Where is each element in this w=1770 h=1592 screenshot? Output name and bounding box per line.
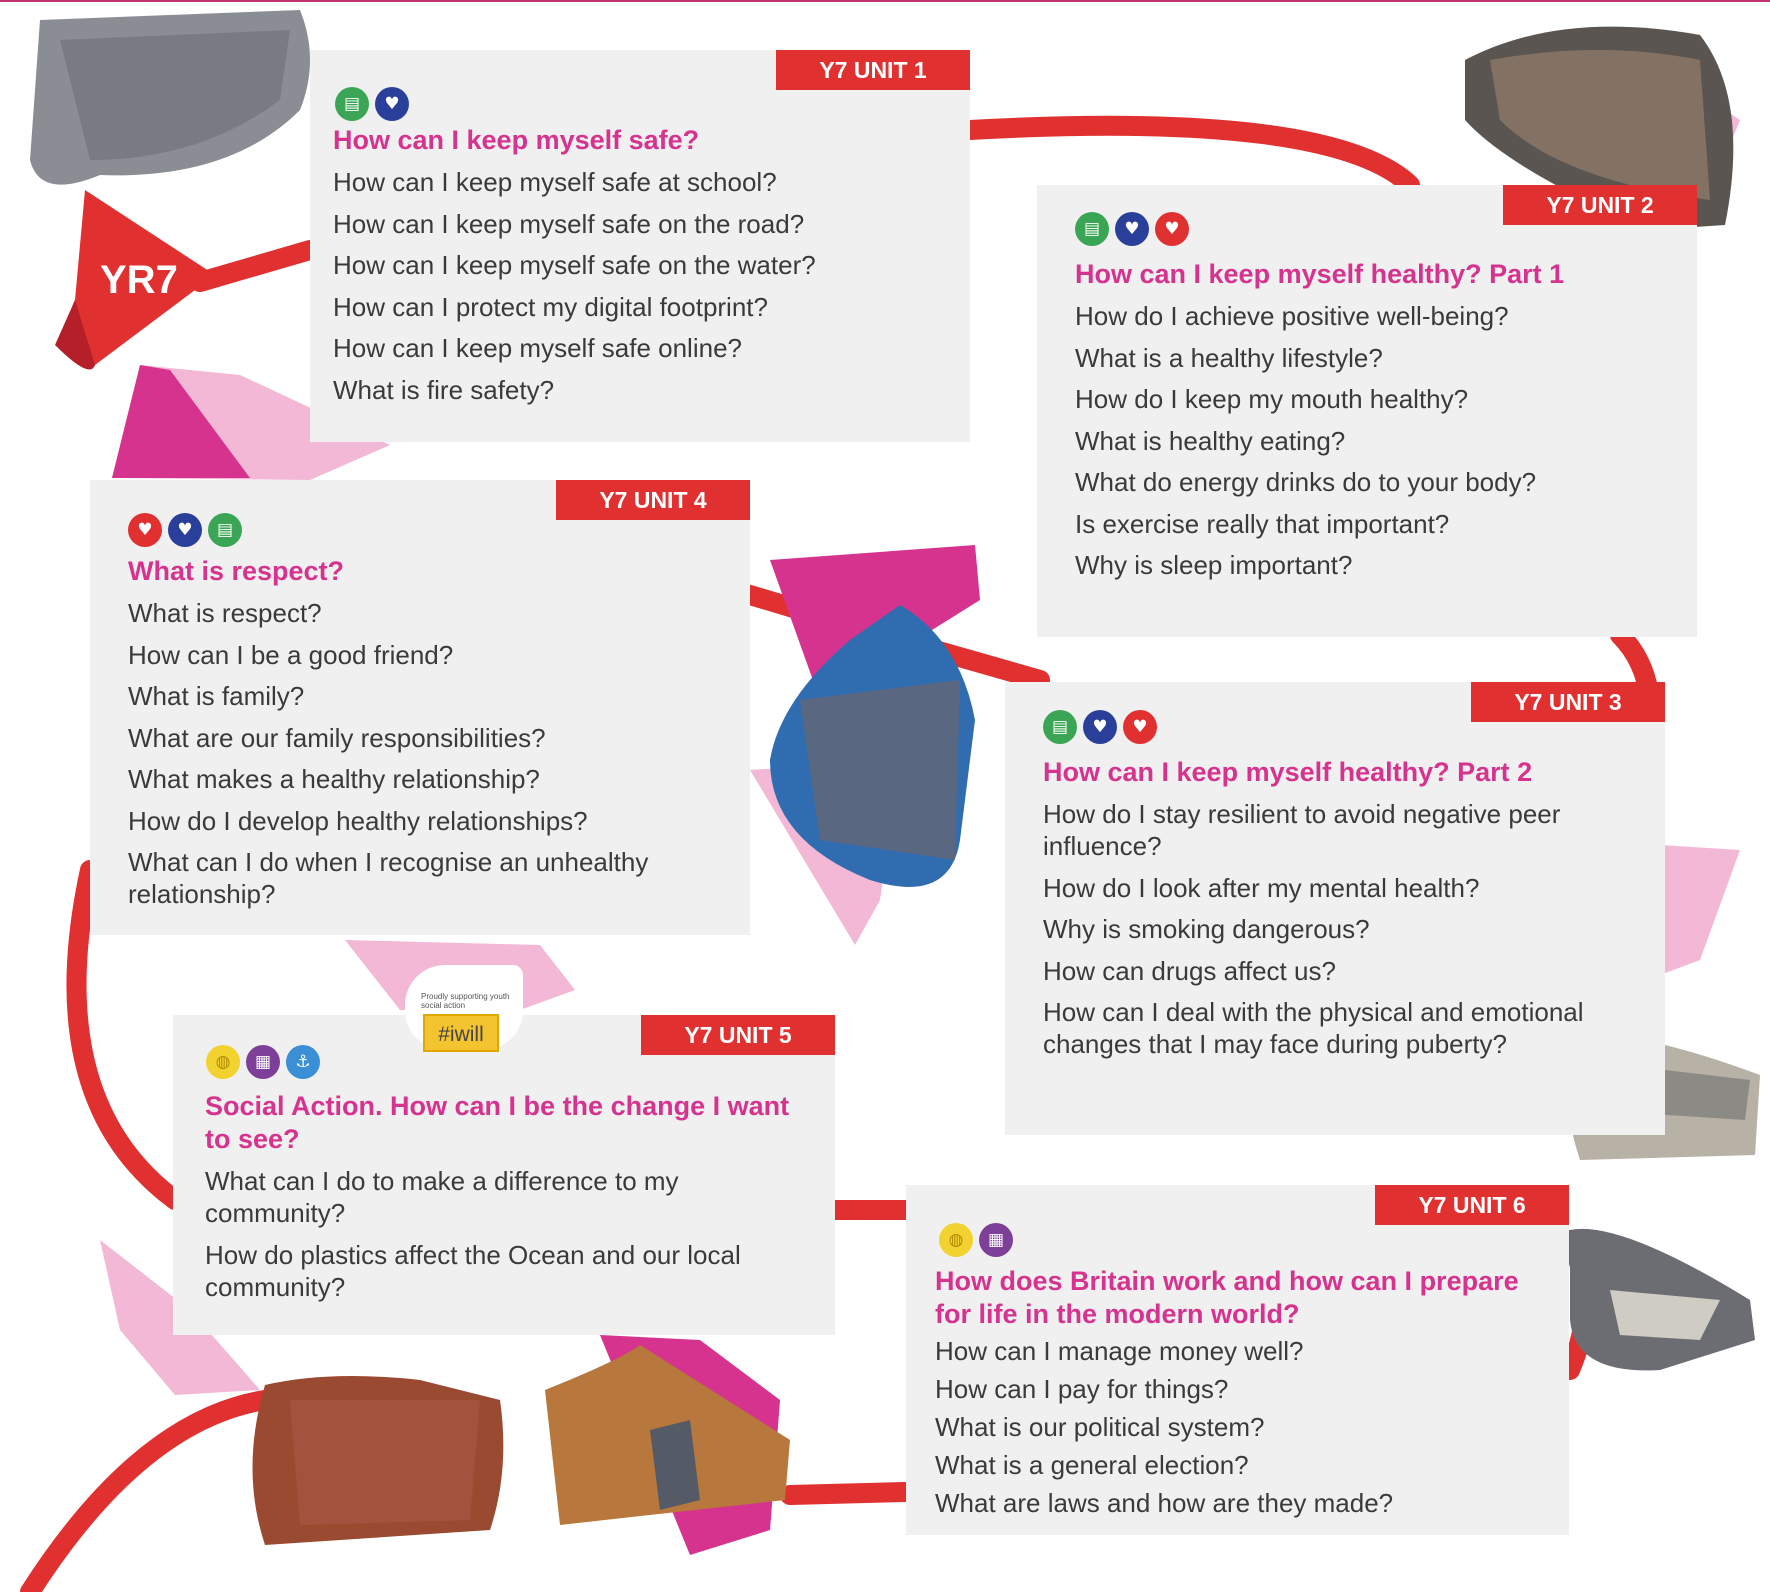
question-item: What is healthy eating? [1075,425,1346,456]
question-item: What is family? [128,681,305,711]
question-item: How can I keep myself safe on the road? [333,208,805,239]
question-item: What is our political system? [935,1412,1265,1442]
unit-card-2 [1037,185,1697,637]
health-clipboard-icon: ▤ [1043,710,1077,744]
question-item: How do plastics affect the Ocean and our local community? [205,1239,741,1302]
question-item: How can I protect my digital footprint? [333,291,768,322]
unit-card-6 [906,1185,1569,1535]
year-label: YR7 [100,258,178,302]
question-item: What are our family responsibilities? [128,722,546,753]
globe-icon: ◍ [206,1045,240,1079]
unit-heading: How can I keep myself safe? [333,125,700,155]
question-item: How do I develop healthy relationships? [128,805,588,836]
iwill-caption: Proudly supporting youth social action [421,992,510,1010]
question-item: How do I keep my mouth healthy? [1075,384,1469,414]
health-clipboard-icon: ▤ [208,513,242,547]
heart-chat-icon: ♥ [1115,212,1149,246]
unit-tag: Y7 UNIT 5 [641,1015,835,1055]
unit-card-4 [90,480,750,935]
iwill-badge [405,965,523,1050]
unit-heading: How can I keep myself healthy? Part 2 [1043,757,1533,787]
unit-heading: How can I keep myself healthy? Part 1 [1075,259,1565,289]
heart-chat-icon: ♥ [168,513,202,547]
question-item: What do energy drinks do to your body? [1075,467,1537,497]
question-item: What is respect? [128,598,322,628]
question-list [935,1335,1555,1525]
question-item: How can I keep myself safe at school? [333,167,777,197]
question-item: Why is smoking dangerous? [1043,914,1370,944]
question-item: What is fire safety? [333,374,555,405]
unit-card-5 [173,1015,835,1335]
unit-icons [206,1045,320,1079]
unit-card-3 [1005,682,1665,1135]
unit-tag: Y7 UNIT 4 [556,480,750,520]
question-item: How can drugs affect us? [1043,955,1336,986]
anchor-icon: ⚓ [286,1045,320,1079]
question-list [205,1165,785,1312]
unit-icons [1043,710,1157,744]
question-item: How can I keep myself safe online? [333,333,742,363]
question-item: How can I keep myself safe on the water? [333,250,816,280]
question-item: What are laws and how are they made? [935,1488,1394,1518]
question-item: How can I be a good friend? [128,639,454,670]
unit-tag: Y7 UNIT 1 [776,50,970,90]
question-item: How can I pay for things? [935,1374,1229,1404]
unit-icons [1075,212,1189,246]
unit-tag: Y7 UNIT 3 [1471,682,1665,722]
question-item: Why is sleep important? [1075,550,1353,580]
unit-heading: How does Britain work and how can I prepare for life in the modern world? [935,1266,1519,1329]
question-item: What can I do when I recognise an unhealthy relationship? [128,847,649,909]
iwill-tag: #iwill [423,1014,499,1052]
hands-heart-icon: ♥ [1155,212,1189,246]
hands-heart-icon: ♥ [1123,710,1157,744]
question-list [1075,300,1690,591]
unit-icons [335,87,409,121]
question-item: What is a general election? [935,1450,1249,1480]
heart-chat-icon: ♥ [375,87,409,121]
health-clipboard-icon: ▤ [1075,212,1109,246]
question-item: What is a healthy lifestyle? [1075,342,1383,373]
question-item: How can I manage money well? [935,1336,1304,1366]
building-icon: ▦ [246,1045,280,1079]
question-list [1043,798,1603,1070]
question-list [333,166,953,415]
unit-card-1 [310,50,970,442]
unit-heading: Social Action. How can I be the change I want to see? [205,1091,790,1154]
unit-heading: What is respect? [128,556,345,586]
hands-heart-icon: ♥ [128,513,162,547]
health-clipboard-icon: ▤ [335,87,369,121]
question-item: Is exercise really that important? [1075,508,1450,539]
question-item: How can I deal with the physical and emotional changes that I may face during puberty? [1043,997,1584,1059]
question-item: How do I stay resilient to avoid negative peer influence? [1043,799,1561,861]
heart-chat-icon: ♥ [1083,710,1117,744]
question-item: What makes a healthy relationship? [128,764,540,794]
question-list [128,597,668,920]
question-item: What can I do to make a difference to my community? [205,1166,679,1228]
unit-icons [939,1223,1013,1257]
unit-tag: Y7 UNIT 2 [1503,185,1697,225]
unit-icons [128,513,242,547]
unit-tag: Y7 UNIT 6 [1375,1185,1569,1225]
question-item: How do I achieve positive well-being? [1075,301,1509,331]
question-item: How do I look after my mental health? [1043,872,1480,903]
building-icon: ▦ [979,1223,1013,1257]
globe-icon: ◍ [939,1223,973,1257]
